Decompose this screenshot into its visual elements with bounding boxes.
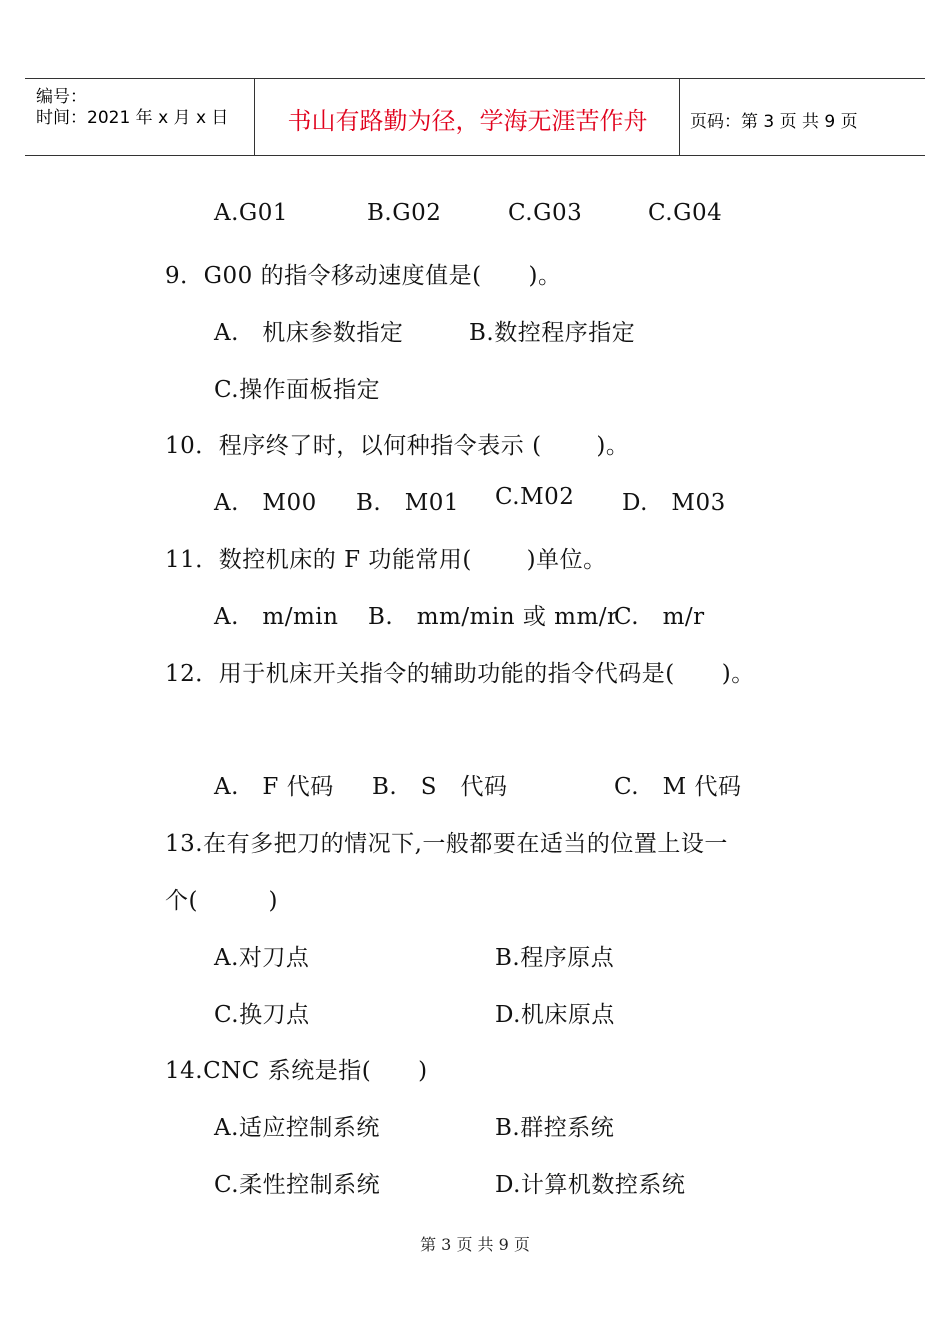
q8-option-a: A.G01 <box>214 200 289 226</box>
q11-option-b: B. mm/min 或 mm/r <box>368 604 619 630</box>
q14-option-d: D.计算机数控系统 <box>495 1172 686 1198</box>
header-top-rule <box>25 78 925 79</box>
q8-option-c: C.G03 <box>508 200 583 226</box>
header-motto: 书山有路勤为径，学海无涯苦作舟 <box>287 107 648 135</box>
q12-stem: 12．用于机床开关指令的辅助功能的指令代码是( )。 <box>165 661 755 687</box>
q13-option-c: C.换刀点 <box>214 1002 310 1028</box>
q12-option-a: A. F 代码 <box>214 774 334 800</box>
q9-option-a: A. 机床参数指定 <box>214 320 404 346</box>
q14-stem: 14.CNC 系统是指( ) <box>165 1058 428 1084</box>
q14-option-b: B.群控系统 <box>495 1115 615 1141</box>
q13-stem-line2: 个( ) <box>165 888 278 914</box>
q10-option-c: C.M02 <box>495 484 575 510</box>
q14-option-a: A.适应控制系统 <box>214 1115 380 1141</box>
q10-option-b: B. M01 <box>356 490 460 516</box>
q13-option-b: B.程序原点 <box>495 945 615 971</box>
q11-option-a: A. m/min <box>214 604 339 630</box>
q9-option-b: B.数控程序指定 <box>469 320 636 346</box>
header-time-label: 时间：2021 年 x 月 x 日 <box>36 108 229 128</box>
q11-option-c: C. m/r <box>614 604 705 630</box>
q9-option-c: C.操作面板指定 <box>214 377 381 403</box>
header-bottom-rule <box>25 155 925 156</box>
q8-option-b: B.G02 <box>367 200 442 226</box>
q8-option-d: C.G04 <box>648 200 723 226</box>
header-number-label: 编号： <box>36 87 87 107</box>
q11-stem: 11．数控机床的 F 功能常用( )单位。 <box>165 547 607 573</box>
q12-option-b: B. S 代码 <box>372 774 508 800</box>
page-footer: 第 3 页 共 9 页 <box>420 1235 530 1254</box>
header-page-info: 页码：第 3 页 共 9 页 <box>690 112 858 132</box>
q12-option-c: C. M 代码 <box>614 774 742 800</box>
q13-option-a: A.对刀点 <box>214 945 310 971</box>
q9-stem: 9．G00 的指令移动速度值是( )。 <box>165 263 562 289</box>
q10-option-a: A. M00 <box>214 490 317 516</box>
q10-option-d: D. M03 <box>622 490 726 516</box>
q13-option-d: D.机床原点 <box>495 1002 615 1028</box>
q14-option-c: C.柔性控制系统 <box>214 1172 381 1198</box>
q10-stem: 10．程序终了时，以何种指令表示 ( )。 <box>165 433 630 459</box>
q13-stem-line1: 13.在有多把刀的情况下,一般都要在适当的位置上设一 <box>165 831 728 857</box>
